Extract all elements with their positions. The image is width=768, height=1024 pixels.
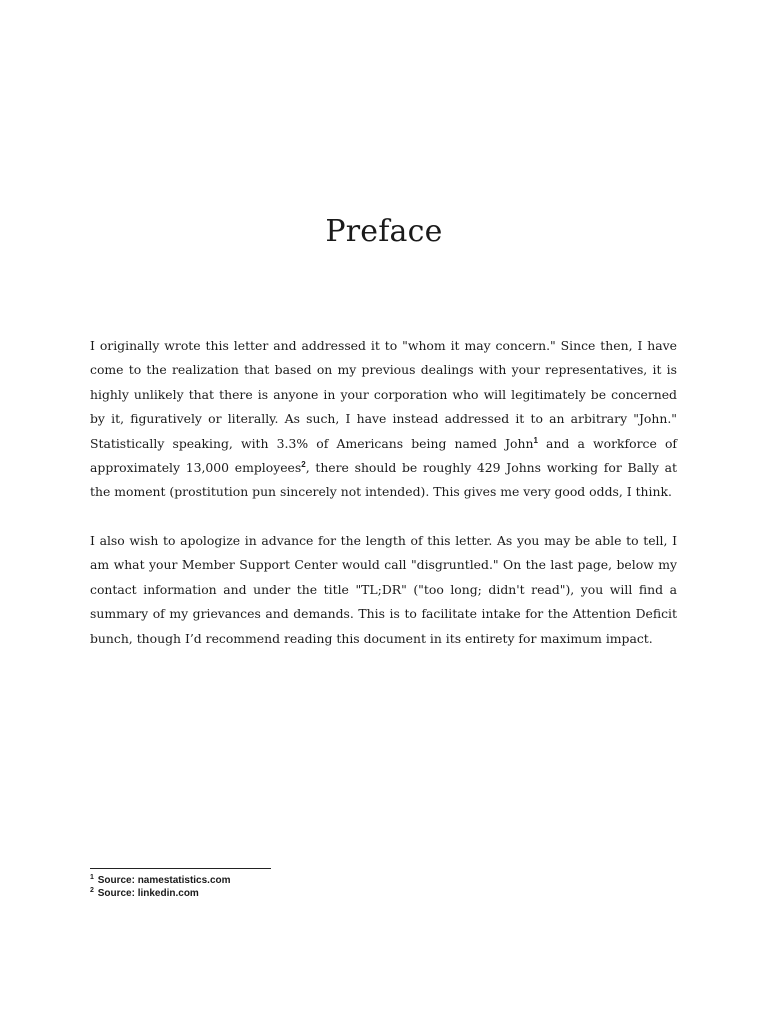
footnote-2-text: Source: linkedin.com	[97, 888, 199, 899]
footnote-ref-2[interactable]: 2	[301, 459, 306, 469]
paragraph-intro-text-2: and a workforce of approximately 13,000 employees	[90, 435, 677, 476]
page-title: Preface	[325, 214, 443, 249]
paragraph-intro	[90, 334, 677, 505]
footnote-1-text: Source: namestatistics.com	[97, 875, 231, 886]
paragraph-intro-text-1: I originally wrote this letter and addressed it to "whom it may concern." Since then, I have come to the realization that based on my previous dealings with your representatives, it is highly unlikely that there is anyone in your corporation who will legitimately be concerned by it, figuratively or literally. As such, I have instead addressed it to an arbitrary "John." Statistically speaking, with 3.3% of Americans being named John	[90, 338, 677, 451]
footnote-divider	[90, 868, 271, 869]
paragraph-apology: I also wish to apologize in advance for the length of this letter. As you may be able to tell, I am what your Member Support Center would call "disgruntled." On the last page, below my contact information and under the title "TL;DR" ("too long; didn't read"), you will find a summary of my grievances and demands. This is to facilitate intake for the Attention Deficit bunch, though I’d recommend reading this document in its entirety for maximum impact.	[90, 533, 677, 646]
paragraph-intro-text-3: , there should be roughly 429 Johns working for Bally at the moment (prostitution pun sincerely not intended). This gives me very good odds, I think.	[90, 460, 677, 500]
footnote-1	[90, 874, 490, 887]
footnotes	[90, 874, 490, 900]
footnote-2	[90, 887, 490, 900]
footnote-1-number: 1	[90, 873, 94, 881]
footnote-2-number: 2	[90, 886, 94, 894]
footnote-ref-1[interactable]: 1	[533, 435, 538, 445]
